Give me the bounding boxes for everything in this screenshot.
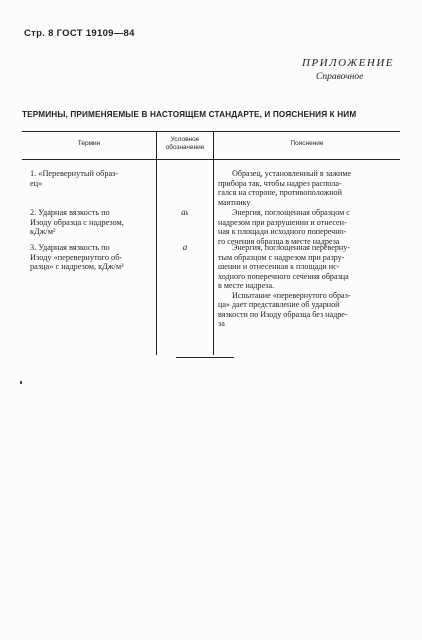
column-header-symbol-line-2: обозначение [165,144,205,151]
term-line: 2. Ударная вязкость по [30,208,110,217]
note-line: Испытание «перевернутого образ- [232,290,351,300]
explanation-line: Энергия, поглощенная образцом с [232,208,350,217]
table-header-rule [22,159,400,160]
explanation-line: го сечения образца в месте надреза [218,236,340,246]
term-line: 3. Ударная вязкость по [30,243,110,252]
explanation-line: надрезом при разрушении и отнесен- [218,217,347,227]
term-line: кДж/м² [30,227,56,237]
table-row-2-explanation [218,208,398,246]
table-row-2-term [30,208,152,237]
margin-mark [20,381,22,384]
column-header-symbol [157,136,213,152]
explanation-line: Энергия, поглощенная переверну- [232,243,350,252]
term-line: Изоду образца с надрезом, [30,217,124,227]
explanation-line: гался на стороне, противоположной [218,188,342,198]
table-row-3-symbol: a [182,242,188,252]
note-line: вязкости по Изоду образца без надре- [218,309,348,319]
table-row-1-explanation [218,169,398,207]
appendix-title: ПРИЛОЖЕНИЕ [302,57,394,69]
column-header-symbol-line-1: Условное [170,136,200,143]
table-column-divider-2 [213,131,214,355]
column-header-explanation: Пояснение [290,140,324,147]
appendix-subtitle: Справочное [316,72,364,82]
end-rule [176,357,234,358]
note-line: за [218,319,225,329]
note-line: ца» дает представление об ударной [218,300,340,310]
section-title: ТЕРМИНЫ, ПРИМЕНЯЕМЫЕ В НАСТОЯЩЕМ СТАНДАРТЕ, И ПОЯСНЕНИЯ К НИМ [22,110,357,119]
term-line: Изоду «перевернутого об- [30,252,123,262]
page-header: Стр. 8 ГОСТ 19109—84 [24,28,135,39]
table-row-3-term [30,243,152,272]
table-row-2-symbol: aₖ [181,207,189,217]
explanation-line: ходного поперечного сечения образца [218,271,349,281]
table-top-rule [22,131,400,132]
term-line: разца» с надрезом, кДж/м² [30,262,124,272]
explanation-line: Образец, установленный в зажиме [232,169,352,178]
term-line: ец» [30,178,43,188]
table-row-1-term [30,169,152,188]
explanation-line: маятнику [218,197,251,207]
explanation-line: ная к площади исходного поперечно- [218,227,347,237]
explanation-line: в месте надреза. [218,281,275,291]
explanation-line: тым образцом с надрезом при разру- [218,252,345,262]
explanation-line: прибора так, чтобы надрез располa- [218,178,342,188]
explanation-line: шении и отнесенная к площади ис- [218,262,340,272]
column-header-term: Термин [77,140,101,147]
table-row-3-explanation [218,243,398,329]
term-line: 1. «Перевернутый образ- [30,169,119,178]
